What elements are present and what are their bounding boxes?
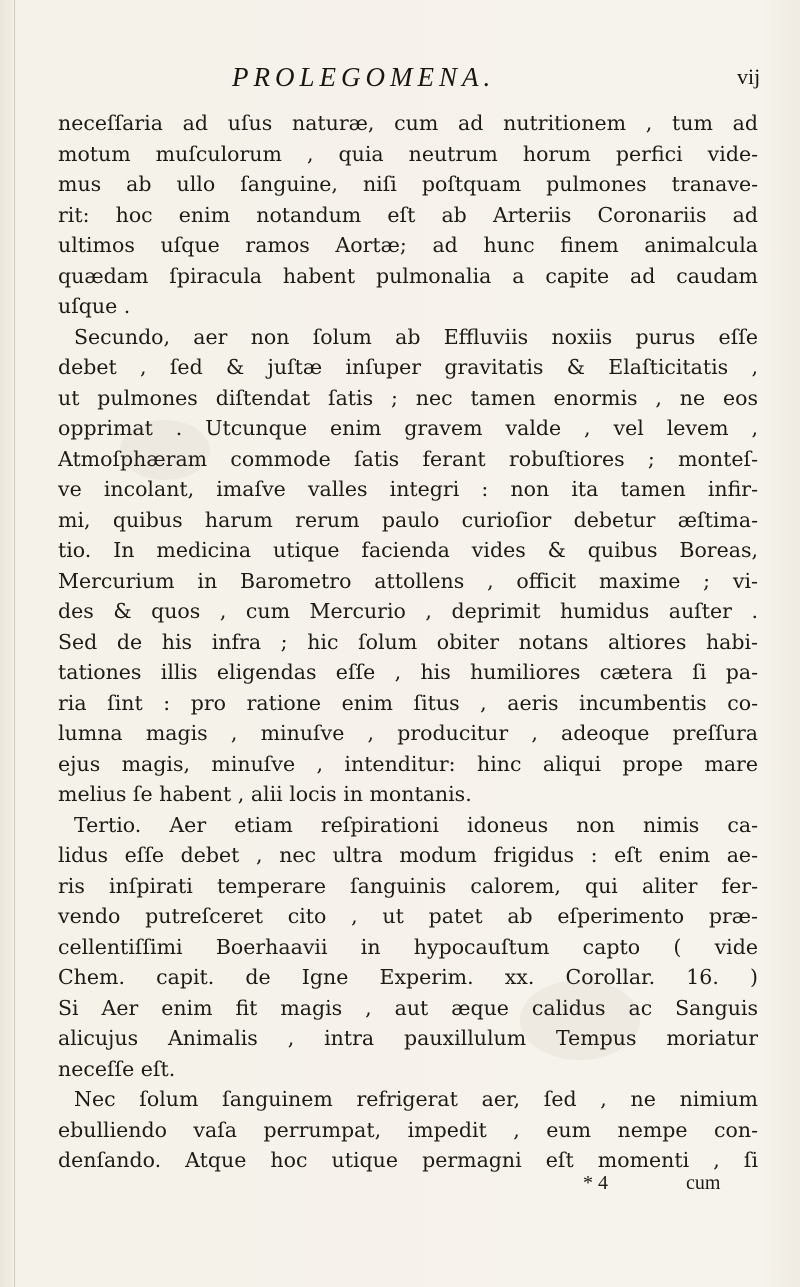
text-line: tio. In medicina utique facienda vides & quibus Boreas, bbox=[58, 538, 758, 562]
text-line: ejus magis, minuſve , intenditur: hinc aliqui prope mare bbox=[58, 751, 758, 776]
text-line: Si Aer enim fit magis , aut æque calidus ac Sanguis bbox=[58, 995, 758, 1020]
text-line: Tertio. Aer etiam reſpirationi idoneus non nimis ca- bbox=[74, 812, 758, 837]
text-line: Nec ſolum ſanguinem refrigerat aer, ſed , ne nimium bbox=[74, 1087, 758, 1111]
text-line: cellentiſſimi Boerhaavii in hypocauſtum capto ( vide bbox=[58, 934, 758, 959]
text-line: Atmoſphæram commode ſatis ferant robuſtiores ; monteſ- bbox=[58, 446, 758, 471]
text-line: tationes illis eligendas eſſe , his humiliores cætera ſi pa- bbox=[58, 660, 758, 684]
text-line: melius ſe habent , alii locis in montanis. bbox=[58, 782, 472, 806]
text-line: Chem. capit. de Igne Experim. xx. Corollar. 16. ) bbox=[58, 965, 758, 989]
page-title: PROLEGOMENA. bbox=[232, 62, 496, 92]
text-line: Secundo, aer non ſolum ab Effluviis noxiis purus eſſe bbox=[74, 324, 758, 349]
text-line: lidus eſſe debet , nec ultra modum frigidus : eſt enim ae- bbox=[58, 843, 758, 867]
text-line: ria ſint : pro ratione enim ſitus , aeris incumbentis co- bbox=[58, 690, 758, 715]
text-line: mus ab ullo ſanguine, niſi poſtquam pulmones tranave- bbox=[58, 172, 758, 196]
text-line: neceſſaria ad uſus naturæ, cum ad nutritionem , tum ad bbox=[58, 111, 758, 135]
text-line: rit: hoc enim notandum eſt ab Arteriis Coronariis ad bbox=[58, 202, 758, 227]
text-line: quædam ſpiracula habent pulmonalia a capite ad caudam bbox=[58, 263, 758, 288]
text-line: Mercurium in Barometro attollens , officit maxime ; vi- bbox=[58, 568, 758, 593]
text-line: motum muſculorum , quia neutrum horum perfici vide- bbox=[58, 141, 758, 166]
text-line: des & quos , cum Mercurio , deprimit humidus auſter . bbox=[58, 599, 758, 623]
text-line: ve incolant, imaſve valles integri : non ita tamen infir- bbox=[58, 477, 758, 501]
text-line: ris inſpirati temperare ſanguinis calorem, qui aliter fer- bbox=[58, 873, 758, 898]
text-line: neceſſe eſt. bbox=[58, 1056, 176, 1081]
signature-mark: * 4 bbox=[583, 1172, 608, 1194]
text-line: ultimos uſque ramos Aortæ; ad hunc finem animalcula bbox=[58, 233, 758, 257]
text-line: mi, quibus harum rerum paulo curioſior debetur æſtima- bbox=[58, 507, 758, 532]
page-number: vij bbox=[737, 64, 761, 89]
text-line: lumna magis , minuſve , producitur , adeoque preſſura bbox=[58, 721, 758, 745]
text-line: uſque . bbox=[58, 294, 131, 318]
text-line: debet , ſed & juſtæ inſuper gravitatis & Elaſticitatis , bbox=[58, 355, 758, 379]
text-line: ut pulmones diſtendat ſatis ; nec tamen enormis , ne eos bbox=[58, 385, 758, 410]
text-line: vendo putreſceret cito , ut patet ab eſperimento præ- bbox=[58, 904, 758, 928]
page-footer bbox=[0, 1172, 800, 1202]
text-line: ebulliendo vaſa perrumpat, impedit , eum nempe con- bbox=[58, 1117, 758, 1142]
text-line: opprimat . Utcunque enim gravem valde , vel levem , bbox=[58, 416, 758, 440]
text-line: alicujus Animalis , intra pauxillulum Tempus moriatur bbox=[58, 1026, 758, 1050]
text-line: denſando. Atque hoc utique permagni eſt momenti , ſi bbox=[58, 1148, 758, 1172]
running-head bbox=[0, 62, 800, 102]
catchword: cum bbox=[686, 1172, 721, 1194]
body-text bbox=[58, 108, 758, 1176]
binding-gutter bbox=[14, 0, 15, 1287]
text-line: Sed de his infra ; hic ſolum obiter notans altiores habi- bbox=[58, 629, 758, 654]
